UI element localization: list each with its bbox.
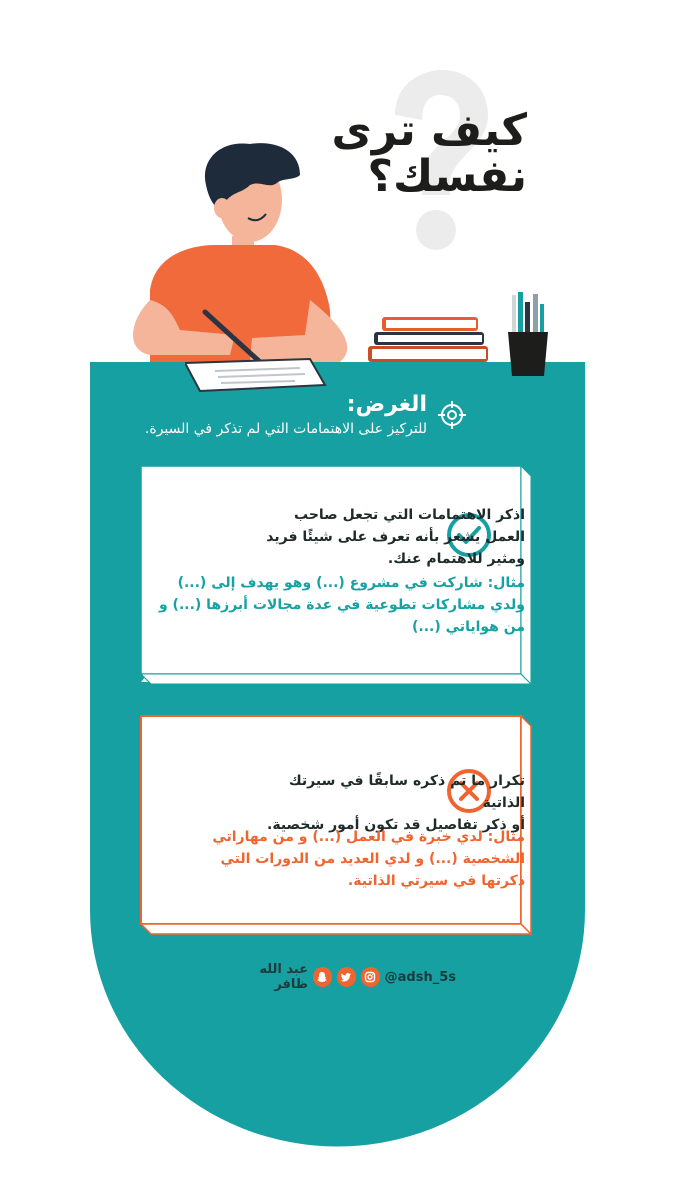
- footer: [226, 962, 456, 992]
- purpose-description: للتركيز على الاهتمامات التي لم تذكر في السيرة.: [144, 421, 427, 437]
- author-name: عبد الله ظافر: [259, 962, 309, 992]
- dont-example-line-2: الشخصية (...) و لدي العديد من الدورات التي: [220, 851, 525, 867]
- title-line-1: كيف ترى: [331, 105, 527, 156]
- twitter-icon[interactable]: [337, 967, 356, 987]
- do-example-label: مثال:: [487, 575, 525, 591]
- do-example: [155, 572, 525, 638]
- do-example-line-2: ولدي مشاركات تطوعية في عدة مجالات أبرزها (...) و: [158, 597, 525, 613]
- dont-line-1: تكرار ما تم ذكره سابقًا في سيرتك الذاتية: [288, 773, 525, 811]
- target-icon: [437, 400, 467, 430]
- do-card-text: [265, 504, 525, 570]
- snapchat-icon[interactable]: [313, 967, 332, 987]
- title-line-2: نفسك؟: [367, 151, 527, 203]
- paper-illustration: [185, 355, 330, 395]
- dont-line-2: أو ذكر تفاصيل قد تكون أمور شخصية.: [267, 817, 525, 833]
- purpose-section: [67, 392, 427, 437]
- pen-holder-illustration: [506, 290, 551, 378]
- do-line-1: اذكر الاهتمامات التي تجعل صاحب: [294, 507, 525, 523]
- do-line-3: ومثير للاهتمام عنك.: [387, 551, 525, 567]
- dont-example-line-3: ذكرتها في سيرتي الذاتية.: [347, 873, 525, 889]
- dont-example-line-1: لدي خبرة في العمل (...) و من مهاراتي: [212, 829, 483, 845]
- do-example-line-1: شاركت في مشروع (...) وهو يهدف إلى (...): [177, 575, 483, 591]
- dont-example: [155, 826, 525, 892]
- instagram-icon[interactable]: [361, 967, 380, 987]
- dont-example-label: مثال:: [487, 829, 525, 845]
- do-line-2: العمل يشعر بأنه تعرف على شيئًا فريد: [266, 529, 525, 545]
- purpose-heading: الغرض:: [346, 392, 427, 417]
- books-illustration: [368, 315, 493, 365]
- do-example-line-3: من هواياتي (...): [412, 619, 525, 635]
- social-handle: @adsh_5s: [384, 969, 456, 985]
